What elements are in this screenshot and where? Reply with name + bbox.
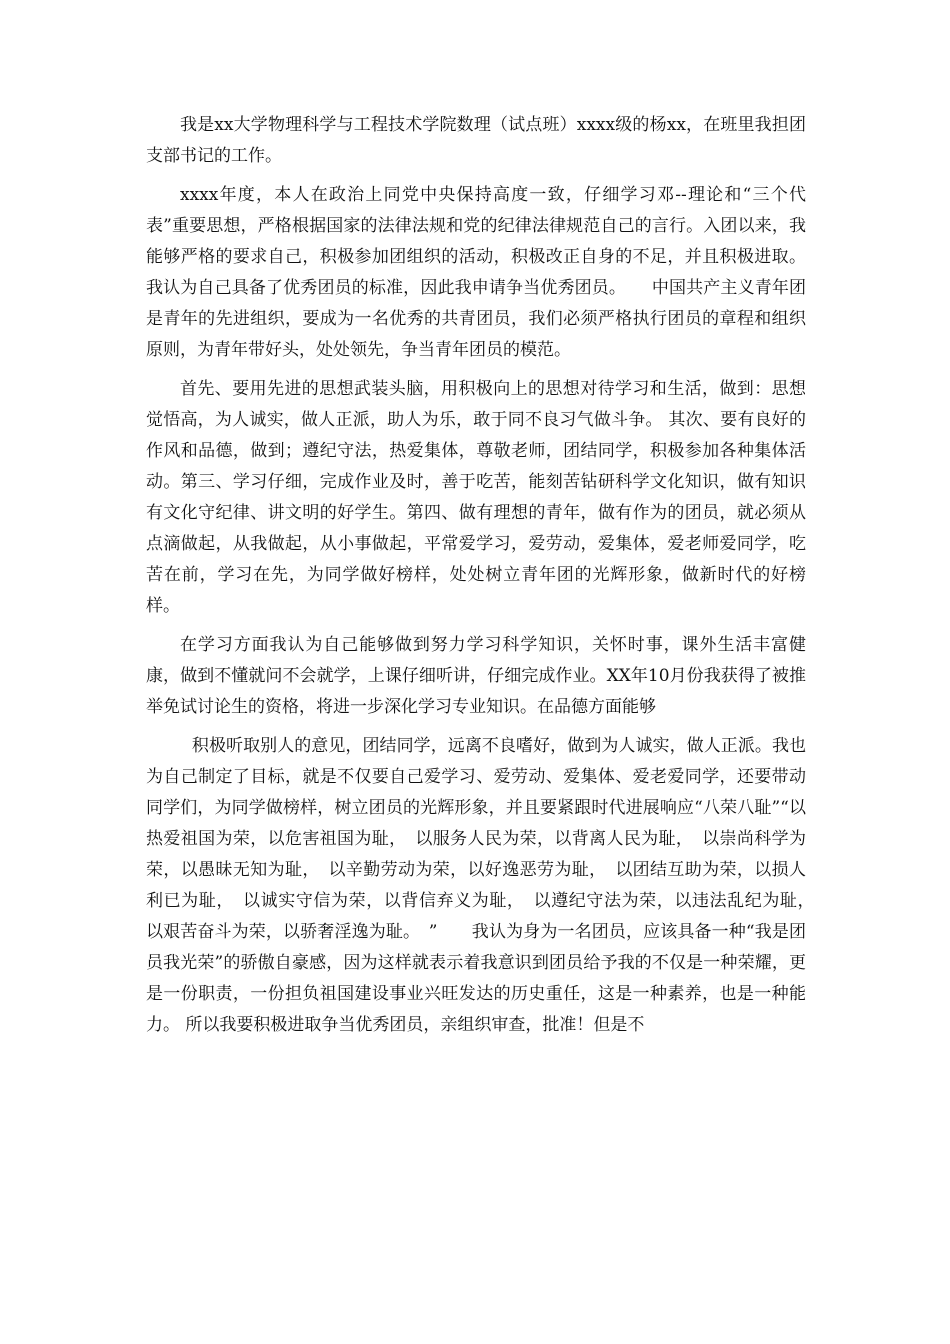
paragraph-annual-summary: xxxx年度，本人在政治上同党中央保持高度一致，仔细学习邓--理论和“三个代表”重要思想，严格根据国家的法律法规和党的纪律法律规范自己的言行。入团以来，我能够严格的要求自己，积极参加团组织的活动，积极改正自身的不足，并且积极进取。我认为自己具备了优秀团员的标准，因此我申请争当优秀团员。 中国共产主义青年团是青年的先进组织，要成为一名优秀的共青团员，我们必须严格执行团员的章程和组织原则，为青年带好头，处处领先，争当青年团员的模范。 [146,185,806,360]
document-body [146,110,823,1049]
paragraph-conduct: 积极听取别人的意见，团结同学，远离不良嗜好，做到为人诚实，做人正派。我也为自己制定了目标，就是不仅要自己爱学习、爱劳动、爱集体、爱老爱同学，还要带动同学们，为同学做榜样，树立团员的光辉形象，并且要紧跟时代进展响应“八荣八耻”“以热爱祖国为荣，以危害祖国为耻， 以服务人民为荣，以背离人民为耻， 以崇尚科学为荣，以愚昧无知为耻， 以辛勤劳动为荣，以好逸恶劳为耻， 以团结互助为荣，以损人利已为耻， 以诚实守信为荣，以背信弃义为耻， 以遵纪守法为荣，以违法乱纪为耻， 以艰苦奋斗为荣，以骄奢淫逸为耻。 ” 我认为身为一名团员，应该具备一种“我是团员我光荣”的骄傲自豪感，因为这样就表示着我意识到团员给予我的不仅是一种荣耀，更是一份职责，一份担负祖国建设事业兴旺发达的历史重任，这是一种素养，也是一种能力。 所以我要积极进取争当优秀团员，亲组织审查，批准！但是不 [146,736,823,1035]
paragraph-introduction: 我是xx大学物理科学与工程技术学院数理（试点班）xxxx级的杨xx，在班里我担团支部书记的工作。 [146,115,806,166]
paragraph-requirements: 首先、要用先进的思想武装头脑，用积极向上的思想对待学习和生活，做到：思想觉悟高，为人诚实，做人正派，助人为乐，敢于同不良习气做斗争。 其次、要有良好的作风和品德，做到；遵纪守法，热爱集体，尊敬老师，团结同学，积极参加各种集体活动。第三、学习仔细，完成作业及时，善于吃苦，能刻苦钻研科学文化知识，做有知识有文化守纪律、讲文明的好学生。第四、做有理想的青年，做有作为的团员，就必须从点滴做起，从我做起，从小事做起，平常爱学习，爱劳动，爱集体，爱老师爱同学，吃苦在前，学习在先，为同学做好榜样，处处树立青年团的光辉形象，做新时代的好榜样。 [146,379,806,616]
paragraph-study: 在学习方面我认为自己能够做到努力学习科学知识，关怀时事，课外生活丰富健康，做到不懂就问不会就学，上课仔细听讲，仔细完成作业。XX年10月份我获得了被推举免试讨论生的资格，将进一步深化学习专业知识。在品德方面能够 [146,635,806,717]
